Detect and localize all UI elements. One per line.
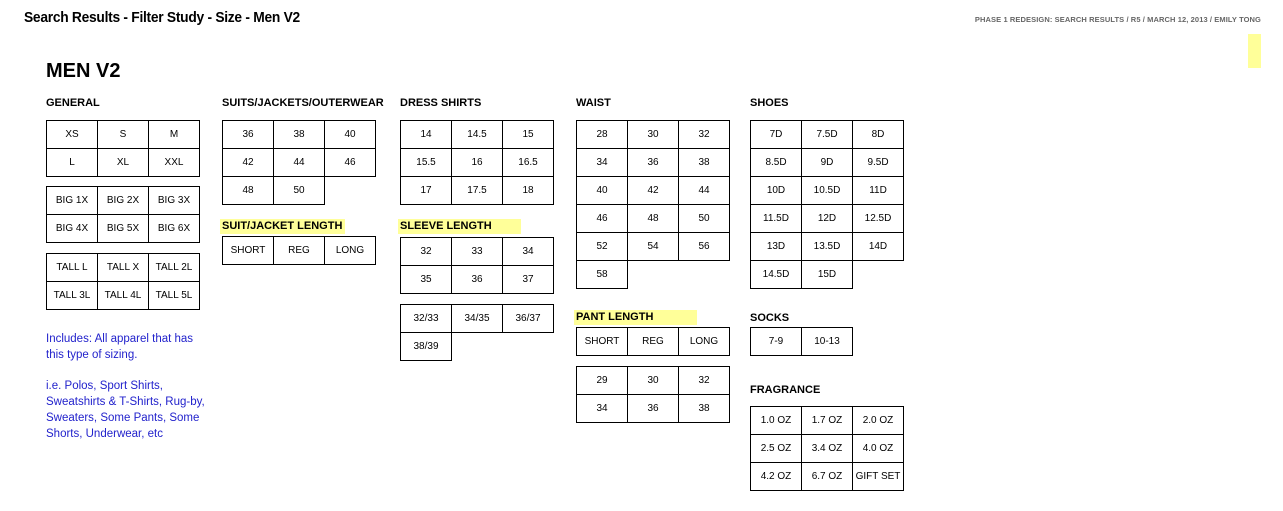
inseam-option[interactable]: 29	[576, 366, 628, 395]
suit-length-option[interactable]: SHORT	[222, 236, 274, 265]
shoe-size-option[interactable]: 9.5D	[852, 148, 904, 177]
shoe-size-option[interactable]: 10.5D	[801, 176, 853, 205]
sock-size-option[interactable]: 10-13	[801, 327, 853, 356]
pant-length-grid	[576, 327, 729, 355]
inseam-option[interactable]: 32	[678, 366, 730, 395]
section-label-general: GENERAL	[46, 97, 100, 109]
sleeve-length-grid	[400, 237, 553, 293]
suit-length-option[interactable]: LONG	[324, 236, 376, 265]
waist-size-option[interactable]: 46	[576, 204, 628, 233]
fragrance-size-option[interactable]: 1.7 OZ	[801, 406, 853, 435]
suits-size-option[interactable]: 44	[273, 148, 325, 177]
shoe-size-option[interactable]: 7D	[750, 120, 802, 149]
general-size-option[interactable]: S	[97, 120, 149, 149]
sticky-note	[1248, 34, 1261, 68]
waist-size-option[interactable]: 44	[678, 176, 730, 205]
suits-size-option[interactable]: 40	[324, 120, 376, 149]
general-big-option[interactable]: BIG 5X	[97, 214, 149, 243]
general-big-option[interactable]: BIG 3X	[148, 186, 200, 215]
general-size-option[interactable]: M	[148, 120, 200, 149]
sleeve-length-option[interactable]: 37	[502, 265, 554, 294]
fragrance-size-grid	[750, 406, 903, 490]
general-size-grid	[46, 120, 199, 176]
general-tall-option[interactable]: TALL 5L	[148, 281, 200, 310]
general-tall-option[interactable]: TALL X	[97, 253, 149, 282]
section-label-waist: WAIST	[576, 97, 611, 109]
general-tall-option[interactable]: TALL 2L	[148, 253, 200, 282]
pant-length-option[interactable]: SHORT	[576, 327, 628, 356]
shoe-size-option[interactable]: 15D	[801, 260, 853, 289]
fragrance-size-option[interactable]: 2.5 OZ	[750, 434, 802, 463]
dress-shirt-size-option[interactable]: 16.5	[502, 148, 554, 177]
section-label-shoes: SHOES	[750, 97, 789, 109]
general-tall-grid	[46, 253, 199, 309]
general-size-option[interactable]: XL	[97, 148, 149, 177]
inseam-option[interactable]: 38	[678, 394, 730, 423]
pant-length-option[interactable]: LONG	[678, 327, 730, 356]
shoe-size-option[interactable]: 12D	[801, 204, 853, 233]
dress-shirt-size-option[interactable]: 15.5	[400, 148, 452, 177]
shoe-size-option[interactable]: 10D	[750, 176, 802, 205]
document-meta: PHASE 1 REDESIGN: SEARCH RESULTS / R5 / MARCH 12, 2013 / EMILY TONG	[974, 15, 1261, 24]
dress-shirt-size-option[interactable]: 18	[502, 176, 554, 205]
inseam-option[interactable]: 34	[576, 394, 628, 423]
suits-size-grid	[222, 120, 375, 204]
dress-shirt-size-option[interactable]: 17.5	[451, 176, 503, 205]
dress-shirt-size-option[interactable]: 16	[451, 148, 503, 177]
waist-size-option[interactable]: 36	[627, 148, 679, 177]
inseam-grid	[576, 366, 729, 422]
section-label-dress-shirts: DRESS SHIRTS	[400, 97, 482, 109]
general-note-examples: i.e. Polos, Sport Shirts, Sweatshirts & T-Shirts, Rug-by, Sweaters, Some Pants, Some Shorts, Underwear, etc	[46, 380, 205, 440]
fragrance-size-option[interactable]: 1.0 OZ	[750, 406, 802, 435]
general-big-option[interactable]: BIG 2X	[97, 186, 149, 215]
shoe-size-option[interactable]: 13.5D	[801, 232, 853, 261]
general-big-option[interactable]: BIG 6X	[148, 214, 200, 243]
suit-length-grid	[222, 236, 375, 264]
general-big-grid	[46, 186, 199, 242]
waist-size-option[interactable]: 48	[627, 204, 679, 233]
section-label-pant-length: PANT LENGTH	[574, 310, 697, 325]
sleeve-length-option[interactable]: 34	[502, 237, 554, 266]
general-size-option[interactable]: XS	[46, 120, 98, 149]
waist-size-option[interactable]: 50	[678, 204, 730, 233]
page-title: MEN V2	[46, 60, 121, 82]
general-note-includes: Includes: All apparel that has this type of sizing.	[46, 333, 194, 361]
inseam-option[interactable]: 30	[627, 366, 679, 395]
shoe-size-option[interactable]: 11D	[852, 176, 904, 205]
shoe-size-option[interactable]: 8D	[852, 120, 904, 149]
section-label-fragrance: FRAGRANCE	[750, 384, 821, 396]
shoe-size-option[interactable]: 12.5D	[852, 204, 904, 233]
shoe-size-option[interactable]: 9D	[801, 148, 853, 177]
waist-size-option[interactable]: 28	[576, 120, 628, 149]
fragrance-size-option[interactable]: 6.7 OZ	[801, 462, 853, 491]
waist-size-option[interactable]: 58	[576, 260, 628, 289]
dress-shirt-size-option[interactable]: 15	[502, 120, 554, 149]
general-size-option[interactable]: XXL	[148, 148, 200, 177]
sock-size-option[interactable]: 7-9	[750, 327, 802, 356]
general-tall-option[interactable]: TALL 4L	[97, 281, 149, 310]
sock-size-grid	[750, 327, 903, 355]
waist-size-option[interactable]: 42	[627, 176, 679, 205]
general-big-option[interactable]: BIG 4X	[46, 214, 98, 243]
dress-shirt-size-grid	[400, 120, 553, 204]
suits-size-option[interactable]: 36	[222, 120, 274, 149]
suits-size-option[interactable]: 48	[222, 176, 274, 205]
fragrance-size-option[interactable]: 3.4 OZ	[801, 434, 853, 463]
fragrance-size-option[interactable]: 2.0 OZ	[852, 406, 904, 435]
general-big-option[interactable]: BIG 1X	[46, 186, 98, 215]
suits-size-option[interactable]: 46	[324, 148, 376, 177]
sleeve-range-option[interactable]: 34/35	[451, 304, 503, 333]
dress-shirt-size-option[interactable]: 14	[400, 120, 452, 149]
suits-size-option[interactable]: 38	[273, 120, 325, 149]
suit-length-option[interactable]: REG	[273, 236, 325, 265]
sleeve-range-grid	[400, 304, 553, 360]
waist-size-option[interactable]: 54	[627, 232, 679, 261]
shoe-size-option[interactable]: 14.5D	[750, 260, 802, 289]
waist-size-option[interactable]: 52	[576, 232, 628, 261]
shoe-size-option[interactable]: 14D	[852, 232, 904, 261]
fragrance-size-option[interactable]: 4.2 OZ	[750, 462, 802, 491]
inseam-option[interactable]: 36	[627, 394, 679, 423]
sleeve-length-option[interactable]: 32	[400, 237, 452, 266]
suits-size-option[interactable]: 42	[222, 148, 274, 177]
fragrance-size-option[interactable]: 4.0 OZ	[852, 434, 904, 463]
shoe-size-option[interactable]: 7.5D	[801, 120, 853, 149]
sleeve-range-option[interactable]: 36/37	[502, 304, 554, 333]
waist-size-option[interactable]: 38	[678, 148, 730, 177]
document-title: Search Results - Filter Study - Size - Men V2	[24, 9, 300, 26]
section-label-sleeve-length: SLEEVE LENGTH	[398, 219, 521, 234]
waist-size-option[interactable]: 30	[627, 120, 679, 149]
dress-shirt-size-option[interactable]: 17	[400, 176, 452, 205]
section-label-suit-length: SUIT/JACKET LENGTH	[220, 219, 345, 234]
sleeve-range-option[interactable]: 32/33	[400, 304, 452, 333]
fragrance-size-option[interactable]: GIFT SET	[852, 462, 904, 491]
section-label-socks: SOCKS	[750, 312, 790, 324]
waist-size-option[interactable]: 56	[678, 232, 730, 261]
waist-size-option[interactable]: 34	[576, 148, 628, 177]
shoe-size-grid	[750, 120, 903, 288]
waist-size-option[interactable]: 32	[678, 120, 730, 149]
waist-size-grid	[576, 120, 729, 288]
suits-size-option[interactable]: 50	[273, 176, 325, 205]
dress-shirt-size-option[interactable]: 14.5	[451, 120, 503, 149]
general-tall-option[interactable]: TALL 3L	[46, 281, 98, 310]
shoe-size-option[interactable]: 11.5D	[750, 204, 802, 233]
general-tall-option[interactable]: TALL L	[46, 253, 98, 282]
sleeve-length-option[interactable]: 36	[451, 265, 503, 294]
section-label-suits: SUITS/JACKETS/OUTERWEAR	[222, 97, 384, 109]
waist-size-option[interactable]: 40	[576, 176, 628, 205]
shoe-size-option[interactable]: 8.5D	[750, 148, 802, 177]
general-size-option[interactable]: L	[46, 148, 98, 177]
sleeve-length-option[interactable]: 35	[400, 265, 452, 294]
shoe-size-option[interactable]: 13D	[750, 232, 802, 261]
sleeve-range-option[interactable]: 38/39	[400, 332, 452, 361]
sleeve-length-option[interactable]: 33	[451, 237, 503, 266]
pant-length-option[interactable]: REG	[627, 327, 679, 356]
